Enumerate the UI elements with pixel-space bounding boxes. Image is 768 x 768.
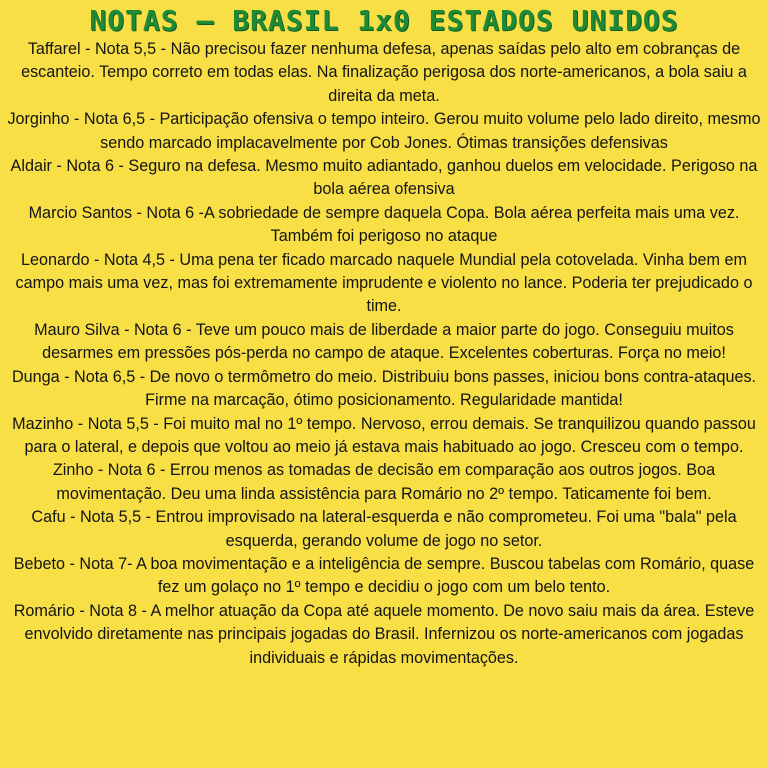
player-rating-mauro-silva: Mauro Silva - Nota 6 - Teve um pouco mais de liberdade a maior parte do jogo. Conseguiu muitos desarmes em pressões pós-perda no campo de ataque. Excelentes coberturas. Força no meio! <box>34 320 734 363</box>
player-rating-marcio-santos: Marcio Santos - Nota 6 -A sobriedade de sempre daquela Copa. Bola aérea perfeita mais uma vez. Também foi perigoso no ataque <box>28 203 740 246</box>
player-rating-jorginho: Jorginho - Nota 6,5 - Participação ofensiva o tempo inteiro. Gerou muito volume pelo lado direito, mesmo sendo marcado implacavelmente por Cob Jones. Ótimas transições defensivas <box>7 110 761 152</box>
player-rating-cafu: Cafu - Nota 5,5 - Entrou improvisado na lateral-esquerda e não comprometeu. Foi uma "bala" pela esquerda, gerando volume de jogo no setor. <box>31 508 737 550</box>
player-rating-mazinho: Mazinho - Nota 5,5 - Foi muito mal no 1º tempo. Nervoso, errou demais. Se tranquilizou quando passou para o lateral, e depois que voltou ao meio já estava mais habituado ao jogo. Cresceu com o tempo. <box>12 414 756 456</box>
player-rating-taffarel: Taffarel - Nota 5,5 - Não precisou fazer nenhuma defesa, apenas saídas pelo alto em cobranças de escanteio. Tempo correto em todas elas. Na finalização perigosa dos norte-americanos, a bola saiu a direita da meta. <box>21 40 747 105</box>
page-title: NOTAS – BRASIL 1x0 ESTADOS UNIDOS <box>89 4 679 37</box>
player-rating-bebeto: Bebeto - Nota 7- A boa movimentação e a inteligência de sempre. Buscou tabelas com Romário, quase fez um golaço no 1º tempo e decidiu o jogo com um belo tento. <box>13 554 755 597</box>
player-rating-zinho: Zinho - Nota 6 - Errou menos as tomadas de decisão em comparação aos outros jogos. Boa movimentação. Deu uma linda assistência para Romário no 2º tempo. Taticamente foi bem. <box>52 461 716 503</box>
player-rating-aldair: Aldair - Nota 6 - Seguro na defesa. Mesmo muito adiantado, ganhou duelos em velocidade. Perigoso na bola aérea ofensiva <box>10 157 758 199</box>
player-rating-dunga: Dunga - Nota 6,5 - De novo o termômetro do meio. Distribuiu bons passes, iniciou bons contra-ataques. Firme na marcação, ótimo posicionamento. Regularidade mantida! <box>11 367 757 410</box>
player-rating-leonardo: Leonardo - Nota 4,5 - Uma pena ter ficado marcado naquele Mundial pela cotovelada. Vinha bem em campo mais uma vez, mas foi extremamente imprudente e violento no lance. Poderia ter prejudicado o time. <box>15 250 753 316</box>
player-ratings-list <box>6 38 762 670</box>
player-rating-romario: Romário - Nota 8 - A melhor atuação da Copa até aquele momento. De novo saiu mais da área. Esteve envolvido diretamente nas principais jogadas do Brasil. Infernizou os norte-americanos com jogadas individuais e rápidas movimentações. <box>13 601 755 667</box>
